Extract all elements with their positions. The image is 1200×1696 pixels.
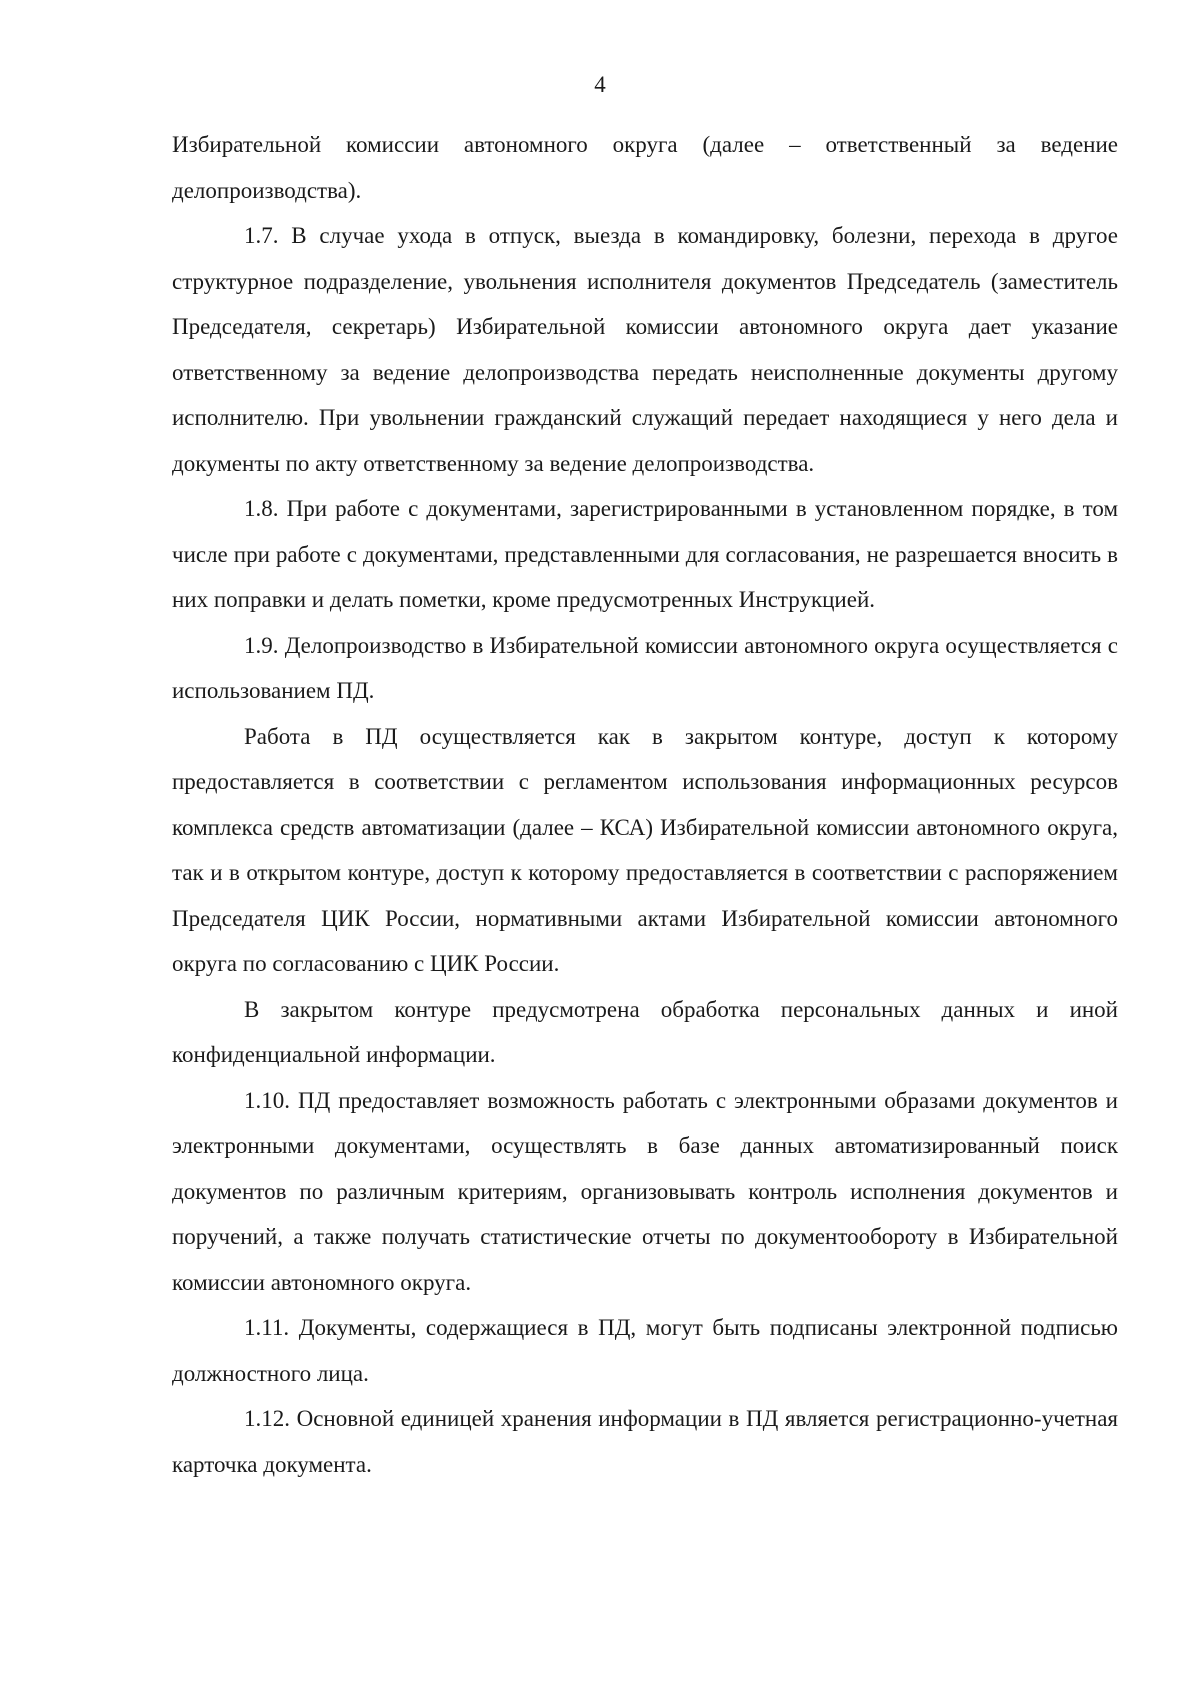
paragraph-1-10: 1.10. ПД предоставляет возможность работать с электронными образами документов и электронными документами, осуществлять в базе данных автоматизированный поиск документов по различным критериям, организовывать контроль исполнения документов и поручений, а также получать статистические отчеты по документообороту в Избирательной комиссии автономного округа.	[172, 1087, 1118, 1295]
page-number: 4	[594, 72, 606, 97]
paragraph-1-7: 1.7. В случае ухода в отпуск, выезда в командировку, болезни, перехода в другое структурное подразделение, увольнения исполнителя документов Председатель (заместитель Председателя, секретарь) Избирательной комиссии автономного округа дает указание ответственному за ведение делопроизводства передать неисполненные документы другому исполнителю. При увольнении гражданский служащий передает находящиеся у него дела и документы по акту ответственному за ведение делопроизводства.	[172, 223, 1118, 476]
paragraph-1-8: 1.8. При работе с документами, зарегистрированными в установленном порядке, в том числе при работе с документами, представленными для согласования, не разрешается вносить в них поправки и делать пометки, кроме предусмотренных Инструкцией.	[172, 496, 1118, 612]
paragraph-continuation: Избирательной комиссии автономного округа (далее – ответственный за ведение делопроизводства).	[172, 132, 1118, 203]
paragraph-1-9-closed-contour: В закрытом контуре предусмотрена обработка персональных данных и иной конфиденциальной информации.	[172, 996, 1118, 1067]
paragraph-1-11: 1.11. Документы, содержащиеся в ПД, могут быть подписаны электронной подписью должностного лица.	[172, 1315, 1118, 1386]
document-body	[172, 122, 1118, 1487]
paragraph-1-9-contours: Работа в ПД осуществляется как в закрытом контуре, доступ к которому предоставляется в соответствии с регламентом использования информационных ресурсов комплекса средств автоматизации (далее – КСА) Избирательной комиссии автономного округа, так и в открытом контуре, доступ к которому предоставляется в соответствии с распоряжением Председателя ЦИК России, нормативными актами Избирательной комиссии автономного округа по согласованию с ЦИК России.	[172, 723, 1118, 976]
paragraph-1-9: 1.9. Делопроизводство в Избирательной комиссии автономного округа осуществляется с использованием ПД.	[172, 632, 1118, 703]
paragraph-1-12: 1.12. Основной единицей хранения информации в ПД является регистрационно-учетная карточка документа.	[172, 1406, 1118, 1477]
